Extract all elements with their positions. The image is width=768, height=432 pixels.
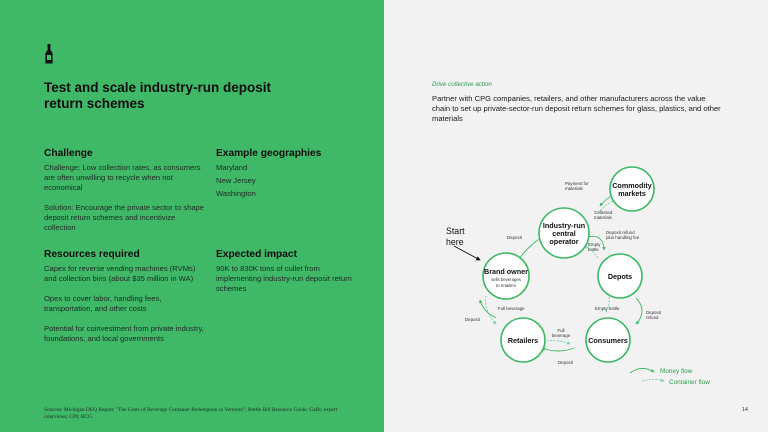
commodity-line-2: markets [618,189,646,198]
label-collected-2: materials [594,215,612,220]
legend-money-swatch [630,368,654,373]
brand-owner-sub-1: sells beverages [491,277,521,282]
label-deposit-refund-2: refund [646,315,659,320]
flow-full-beverage-left [485,296,496,324]
resource-item: Capex for reverse vending machines (RVMs) and collection bins (about $35 million in WA) [44,264,196,283]
label-deposit-top: Deposit [507,235,522,240]
label-empty-bottle-central-1: Empty [588,242,601,247]
impact-heading: Expected impact [216,249,297,260]
flow-deposit-refund [636,298,642,324]
solution-text: Solution: Encourage the private sector to shape deposit return schemes and incentivize collection [44,203,204,232]
commodity-line-1: Commodity [612,181,652,190]
label-full-beverage-left: Full beverage [498,306,525,311]
label-full-beverage-bottom-1: Full [557,328,565,333]
start-here-line-1: Start [446,226,465,236]
intro-text: Partner with CPG companies, retailers, and other manufacturers across the value chain to set up private-sector-run deposit return schemes for glass, plastics, and other materials [432,94,721,123]
flow-deposit-bottom [542,348,574,351]
geographies-section [216,147,356,202]
brand-owner-label: Brand owner [484,267,528,276]
retailers-label: Retailers [507,336,539,345]
label-payment-2: materials [565,186,583,191]
resource-item: Opex to cover labor, handling fees, transportation, and other costs [44,294,162,313]
node-central-operator [539,208,589,258]
bottle-icon [44,44,54,64]
start-here-line-2: here [446,237,464,247]
central-line-1: Industry-run [542,221,586,230]
node-commodity-markets [610,167,654,211]
geographies-heading: Example geographies [216,148,322,159]
label-refund-fee-1: Deposit refund [606,230,635,235]
central-line-2: central [552,229,576,238]
label-empty-bottle-right: Empty bottle [595,306,620,311]
geography-item: Maryland [216,163,248,172]
label-refund-fee-2: plus handling fee [606,235,640,240]
resources-heading: Resources required [44,249,140,260]
legend [630,368,710,386]
challenge-heading: Challenge [44,148,93,159]
legend-money-label: Money flow [660,368,693,375]
geography-item: New Jersey [216,176,256,185]
label-empty-bottle-central-2: bottle [588,247,599,252]
node-depots [598,254,642,298]
depots-label: Depots [607,272,633,281]
impact-section [216,248,356,304]
label-deposit-refund-1: Deposit [646,310,661,315]
kicker: Drive collective action [432,81,492,88]
label-collected-1: Collected [594,210,613,215]
label-deposit-bottom: Deposit [558,360,573,365]
node-brand-owner [483,253,529,299]
start-arrow [454,246,480,260]
legend-container-swatch [642,380,664,382]
node-consumers [586,318,630,362]
geography-item: Washington [216,189,256,198]
resources-section [44,248,204,354]
deposit-flow-diagram [384,0,768,432]
label-deposit-left: Deposit [465,317,480,322]
challenge-text: Challenge: Low collection rates, as consumers are often unwilling to recycle when not economical [44,163,201,192]
challenge-section [44,147,204,243]
source-note: Sources: Michigan DEQ Report; "The Costs of Beverage Container Redemption in Vermont"; Bottle Bill Resource Guide; GaBi; expert interviews; GPI; BCG. [44,407,338,420]
label-full-beverage-bottom-2: beverage [551,333,571,338]
page-title: Test and scale industry-run deposit return schemes [44,80,272,111]
brand-owner-sub-2: to retailers [495,283,517,288]
impact-text: 90K to 830K tons of cullet from implementing industry-run deposit return schemes [216,264,352,293]
central-line-3: operator [549,237,579,246]
flow-deposit-left [480,300,496,318]
label-payment-1: Payment for [565,181,589,186]
legend-container-label: Container flow [669,379,710,386]
node-retailers [501,318,545,362]
consumers-label: Consumers [588,336,628,345]
page-number: 14 [741,407,748,413]
resource-item: Potential for coinvestment from private industry, foundations, and local governments [44,324,204,343]
